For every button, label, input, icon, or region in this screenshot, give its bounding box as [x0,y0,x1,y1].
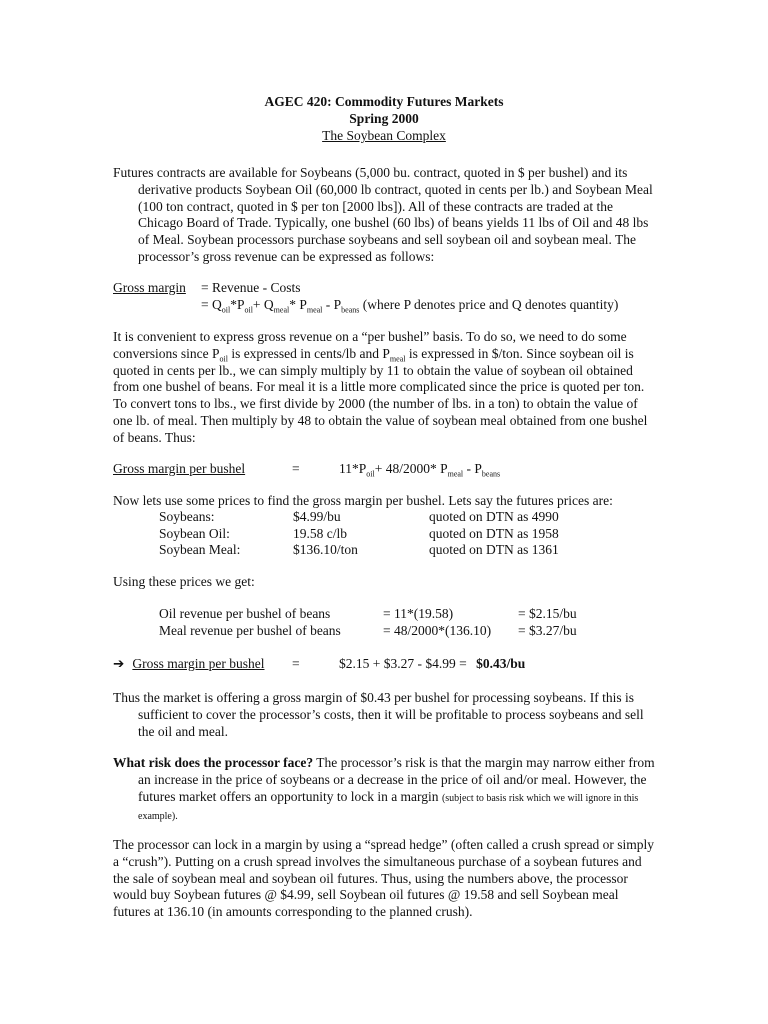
result-line [113,656,264,673]
arrow-right-icon: ➔ [113,656,125,671]
result-value: $0.43/bu [476,656,526,671]
result-eq-sign: = [292,656,300,671]
price-value: $136.10/ton [293,542,358,557]
revenue-label: Meal revenue per bushel of beans [159,623,341,638]
result-label: Gross margin per bushel [132,656,265,671]
price-name: Soybean Meal: [159,542,241,557]
gross-margin-line-1: = Revenue - Costs [201,280,301,295]
term: Spring 2000 [349,111,419,126]
per-bushel-eq-sign: = [292,461,300,476]
revenue-result: = $2.15/bu [518,606,577,621]
document-header [0,94,768,145]
price-quote: quoted on DTN as 1958 [429,526,559,541]
course-title: AGEC 420: Commodity Futures Markets [264,94,504,109]
price-value: 19.58 c/lb [293,526,347,541]
price-name: Soybean Oil: [159,526,230,541]
price-value: $4.99/bu [293,509,341,524]
conversion-paragraph: It is convenient to express gross revenue on a “per bushel” basis. To do so, we need to do some conversions since $P_{oil}$ is expressed in cents/lb and $P_{meal}$ is expressed in $/ton. Since soybean oil is quoted in cents per lb., we can simply multiply by 11 to obtain the value of soybean oil obtained from one bushel of beans. For meal it is a little more complicated since the price is quoted per ton. To convert tons to lbs., we first divide by 2000 (the number of lbs. in a ton) to obtain the value of one lb. of meal. Then multiply by 48 to obtain the value of soybean meal obtained from one bushel of beans. Thus: [113,329,648,445]
gross-margin-line-2: = $Q_{oil}*P_{oil}+ Q_{meal}*$ $P_{meal} - P_{beans}$ (where P denotes price and Q denotes quantity) [201,297,619,315]
result-formula: $2.15 + $3.27 - $4.99 = $0.43/bu [339,656,526,671]
risk-note: (subject to basis risk which we will ignore in this example). [138,792,639,823]
gross-margin-label: Gross margin [113,280,186,295]
revenue-formula: = 11*(19.58) [383,606,454,621]
price-name: Soybeans: [159,509,215,524]
risk-question: What risk does the processor face? [113,755,314,770]
intro-text: Futures contracts are available for Soybeans (5,000 bu. contract, quoted in $ per bushel) and its derivative products Soybean Oil (60,000 lb contract, quoted in cents per lb.) and Soybean Meal (100 ton contract, quoted in $ per ton [2000 lbs]). All of these contracts are traded at the Chicago Board of Trade. Typically, one bushel (60 lbs) of beans yields 11 lbs of Oil and 48 lbs of Meal. Soybean processors purchase soybeans and sell soybean oil and soybean meal. The processor’s gross revenue can be expressed as follows: [113,165,653,264]
per-bushel-formula: $11*P_{oil}+ 48/2000*$ $P_{meal} - P_{beans}$ [339,461,501,479]
using-prices-text: Using these prices we get: [113,574,255,589]
price-quote: quoted on DTN as 4990 [429,509,559,524]
page-subtitle: The Soybean Complex [322,128,446,143]
market-paragraph: Thus the market is offering a gross margin of $0.43 per bushel for processing soybeans. If this is sufficient to cover the processor’s costs, then it will be profitable to process soybeans and sell the oil and meal. [113,690,644,739]
per-bushel-label: Gross margin per bushel [113,461,246,476]
risk-paragraph: What risk does the processor face? The processor’s risk is that the margin may narrow either from an increase in the price of soybeans or a decrease in the price of oil and/or meal. However, the futures market offers an opportunity to lock in a margin (subject to basis risk which we will ignore in this example). [113,755,655,823]
revenue-label: Oil revenue per bushel of beans [159,606,331,621]
revenue-result: = $3.27/bu [518,623,577,638]
crush-paragraph: The processor can lock in a margin by using a “spread hedge” (often called a crush spread or simply a “crush”). Putting on a crush spread involves the simultaneous purchase of a soybean futures and the sale of soybean meal and soybean oil futures. Thus, using the numbers above, the processor would buy Soybean futures @ $4.99, sell Soybean oil futures @ 19.58 and sell Soybean meal futures at 136.10 (in amounts corresponding to the planned crush). [113,837,655,920]
prices-intro: Now lets use some prices to find the gross margin per bushel. Lets say the futures prices are: [113,493,613,508]
price-quote: quoted on DTN as 1361 [429,542,559,557]
revenue-formula: = 48/2000*(136.10) [383,623,492,638]
intro-paragraph [113,165,658,266]
